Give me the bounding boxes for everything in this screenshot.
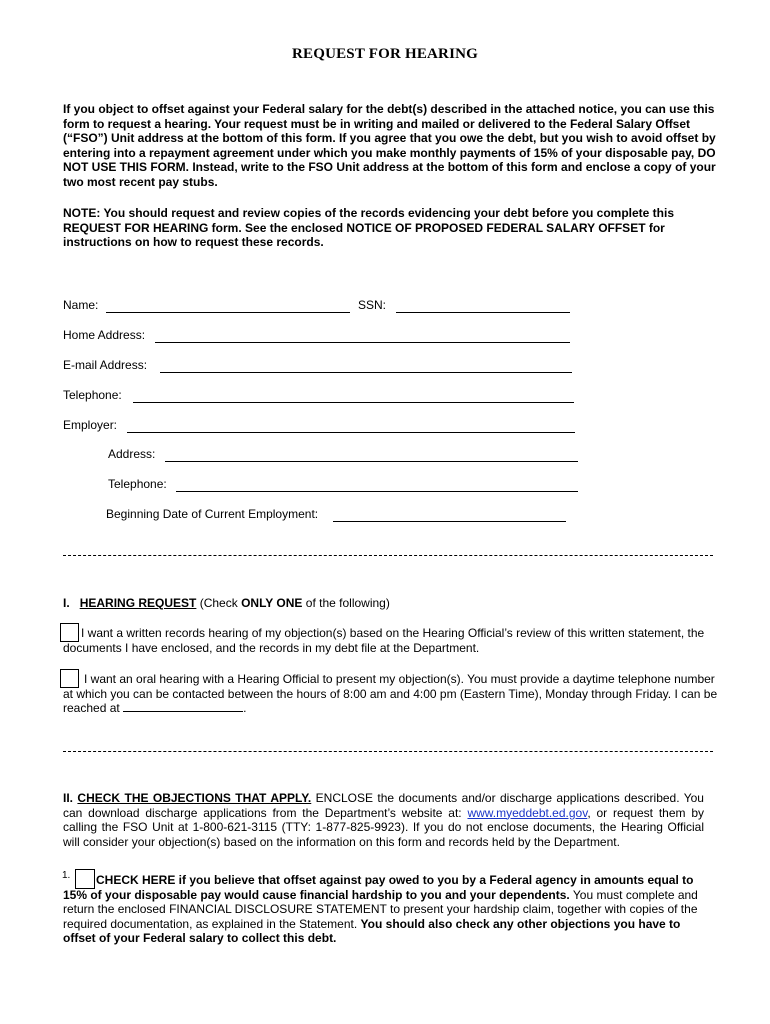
oral-hearing-text: I want an oral hearing with a Hearing Official to present my objection(s). You must provide a daytime telephone number at which you can be contacted between the hours of 8:00 am and 4:00 pm (Eastern Time), Monday through Friday. I can be reached at (63, 672, 718, 715)
note-paragraph: NOTE: You should request and review copies of the records evidencing your debt before you complete this REQUEST FOR HEARING form. See the enclosed NOTICE OF PROPOSED FEDERAL SALARY OFFSET for instructions on how to request these records. (63, 206, 675, 249)
section2-number: II. (63, 791, 74, 805)
section-divider-2 (63, 751, 713, 753)
item1-number: 1. (62, 870, 71, 881)
section1-pre: (Check (199, 596, 238, 610)
employer-label: Employer: (63, 418, 118, 432)
item1-paragraph (63, 873, 713, 946)
section1-only-one: ONLY ONE (241, 596, 303, 610)
employment-date-field[interactable] (333, 521, 566, 522)
section1-heading (63, 596, 390, 610)
section2-title: CHECK THE OBJECTIONS THAT APPLY. (77, 791, 312, 805)
oral-phone-period: . (243, 701, 247, 715)
section2-paragraph (63, 791, 704, 849)
employer-address-label: Address: (108, 447, 156, 461)
section1-title: HEARING REQUEST (79, 596, 197, 610)
employer-telephone-label: Telephone: (108, 477, 167, 491)
section2-text-after-link: , or request them by calling the FSO Unit at 1-800-621-3115 (TTY: 1-877-825-9923). If you do not enclose documents, the Hearing Official will consider your objection(s) based on the information on this form and records held by the Department. (63, 805, 705, 849)
telephone-label: Telephone: (63, 388, 122, 402)
oral-hearing-option (63, 672, 723, 716)
ssn-field[interactable] (396, 312, 570, 313)
section1-post: of the following) (305, 596, 390, 610)
item1-normal: You must complete and return the enclosed FINANCIAL DISCLOSURE STATEMENT to present your hardship claim, together with copies of the required documentation, as explained in the Statement. (63, 887, 698, 931)
employment-date-label: Beginning Date of Current Employment: (106, 507, 319, 521)
employer-telephone-field[interactable] (176, 491, 578, 492)
intro-paragraph: If you object to offset against your Federal salary for the debt(s) described in the attached notice, you can use this form to request a hearing. Your request must be in writing and mailed or delivered to the Federal Salary Offset (“FSO”) Unit address at the bottom of this form. If you agree that you owe the debt, but you wish to avoid offset by entering into a repayment agreement under which you make monthly payments of 15% of your disposable pay, DO NOT USE THIS FORM. Instead, write to the FSO Unit address at the bottom of this form and enclose a copy of your two most recent pay stubs. (63, 102, 716, 189)
item1-bold: CHECK HERE if you believe that offset against pay owed to you by a Federal agency in amounts equal to 15% of your disposable pay would cause financial hardship to you and your dependents. (63, 873, 694, 902)
section-divider (63, 555, 713, 557)
oral-phone-field[interactable] (123, 701, 243, 712)
name-label: Name: (63, 298, 99, 312)
ssn-label: SSN: (358, 298, 387, 312)
employer-field[interactable] (127, 432, 575, 433)
email-label: E-mail Address: (63, 358, 148, 372)
section1-number: I. (63, 596, 70, 610)
myeddebt-link[interactable]: www.myeddebt.ed.gov (467, 805, 588, 820)
employer-address-field[interactable] (165, 461, 578, 462)
email-field[interactable] (160, 372, 572, 373)
telephone-field[interactable] (133, 402, 574, 403)
name-field[interactable] (106, 312, 350, 313)
page-title: REQUEST FOR HEARING (291, 46, 479, 62)
home-address-field[interactable] (155, 342, 570, 343)
written-hearing-option: I want a written records hearing of my objection(s) based on the Hearing Official’s review of this written statement, the documents I have enclosed, and the records in my debt file at the Department. (63, 626, 705, 655)
section2-text-before-link: ENCLOSE the documents and/or discharge applications described. You can download discharge applications from the Department’s website at: (63, 791, 704, 820)
home-address-label: Home Address: (63, 328, 146, 342)
item1-bold2: You should also check any other objections you have to offset of your Federal salary to collect this debt. (63, 916, 681, 945)
